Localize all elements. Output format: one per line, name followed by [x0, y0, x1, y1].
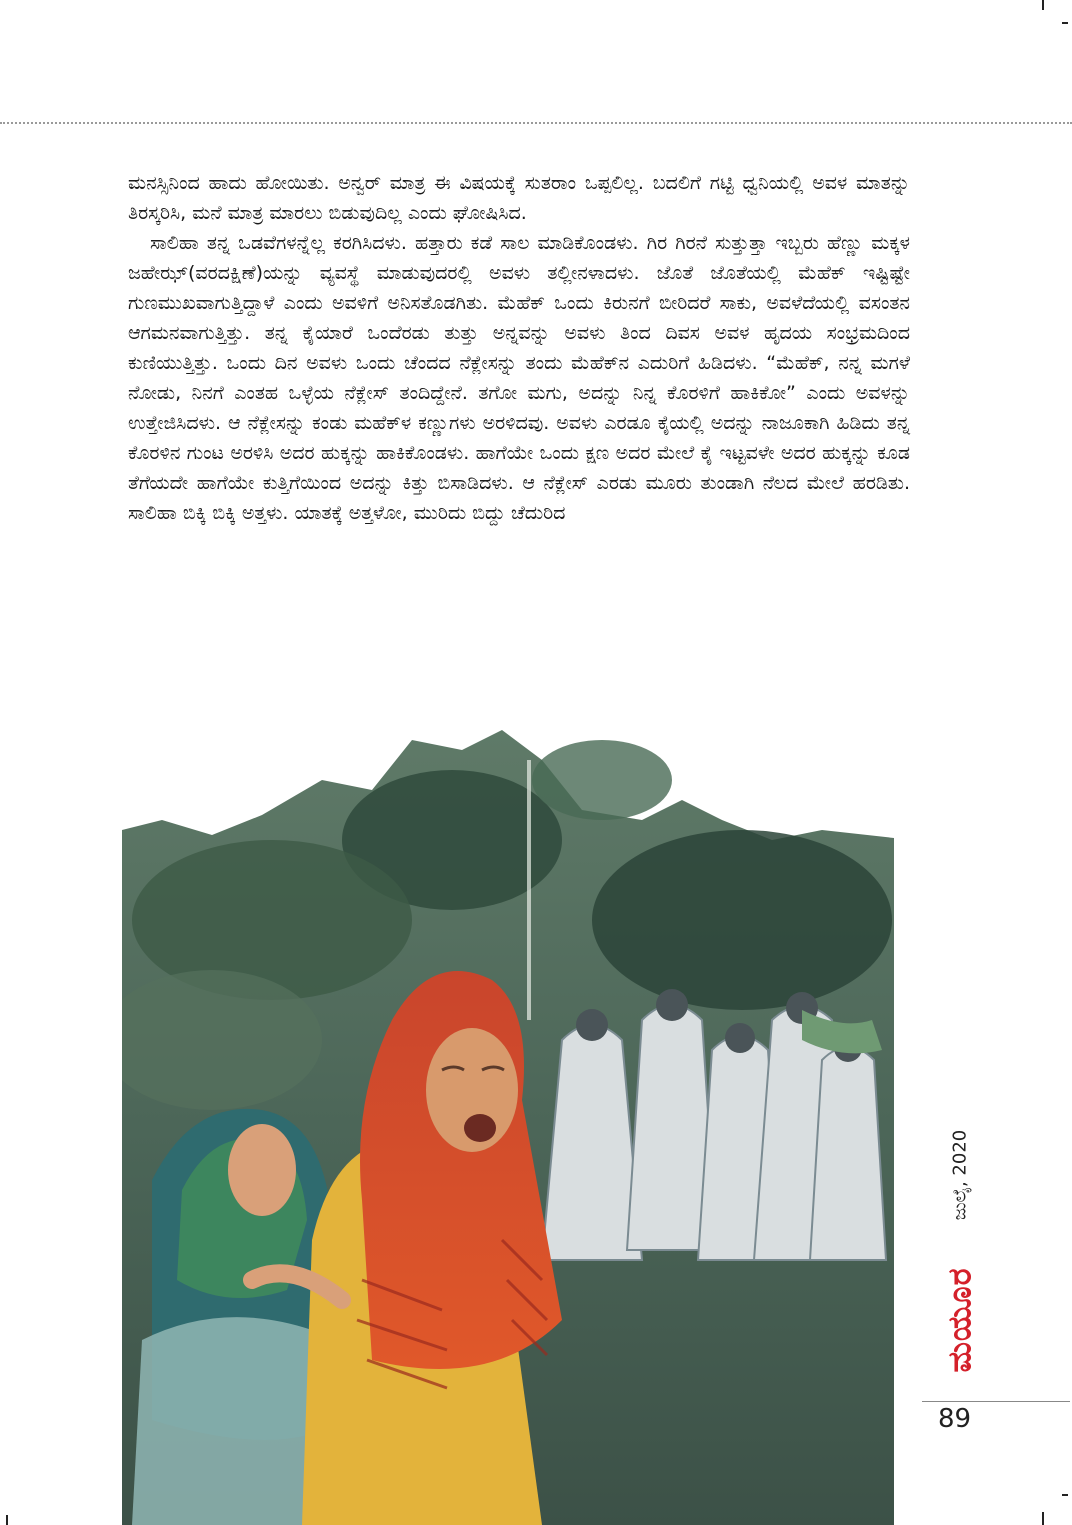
header-dotted-rule — [0, 122, 1072, 124]
folio-rule — [922, 1401, 1070, 1402]
magazine-logo: ಮಯೂರ — [940, 1267, 979, 1373]
issue-date: ಜುಲೈ, 2020 — [949, 1129, 971, 1221]
paragraph-2: ಸಾಲಿಹಾ ತನ್ನ ಒಡವೆಗಳನ್ನೆಲ್ಲ ಕರಗಿಸಿದಳು. ಹತ್ತಾರು ಕಡೆ ಸಾಲ ಮಾಡಿಕೊಂಡಳು. ಗಿರ ಗಿರನೆ ಸುತ್ತುತ್ತಾ ಇಬ್ಬರು ಹೆಣ್ಣು ಮಕ್ಕಳ ಜಹೇಝ್(ವರದಕ್ಷಿಣೆ)ಯನ್ನು ವ್ಯವಸ್ಥೆ ಮಾಡುವುದರಲ್ಲಿ ಅವಳು ತಲ್ಲೀನಳಾದಳು. ಜೊತೆ ಜೊತೆಯಲ್ಲಿ ಮೆಹೆಕ್ ಇಷ್ಟಿಷ್ಟೇ ಗುಣಮುಖವಾಗುತ್ತಿದ್ದಾಳೆ ಎಂದು ಅವಳಿಗೆ ಅನಿಸತೊಡಗಿತು. ಮೆಹೆಕ್ ಒಂದು ಕಿರುನಗೆ ಬೀರಿದರೆ ಸಾಕು, ಅವಳೆದೆಯಲ್ಲಿ ವಸಂತನ ಆಗಮನವಾಗುತ್ತಿತ್ತು. ತನ್ನ ಕೈಯಾರೆ ಒಂದೆರಡು ತುತ್ತು ಅನ್ನವನ್ನು ಅವಳು ತಿಂದ ದಿವಸ ಅವಳ ಹೃದಯ ಸಂಭ್ರಮದಿಂದ ಕುಣಿಯುತ್ತಿತ್ತು. ಒಂದು ದಿನ ಅವಳು ಒಂದು ಚೆಂದದ ನೆಕ್ಲೇಸನ್ನು ತಂದು ಮೆಹೆಕ್‌ನ ಎದುರಿಗೆ ಹಿಡಿದಳು. “ಮೆಹೆಕ್, ನನ್ನ ಮಗಳೆ ನೋಡು, ನಿನಗೆ ಎಂತಹ ಒಳ್ಳೆಯ ನೆಕ್ಲೇಸ್ ತಂದಿದ್ದೇನೆ. ತಗೋ ಮಗು, ಅದನ್ನು ನಿನ್ನ ಕೊರಳಿಗೆ ಹಾಕಿಕೋ” ಎಂದು ಅವಳನ್ನು ಉತ್ತೇಜಿಸಿದಳು. ಆ ನೆಕ್ಲೇಸನ್ನು ಕಂಡು ಮಹೆಕ್‌ಳ ಕಣ್ಣುಗಳು ಅರಳಿದವು. ಅವಳು ಎರಡೂ ಕೈಯಲ್ಲಿ ಅದನ್ನು ನಾಜೂಕಾಗಿ ಹಿಡಿದು ತನ್ನ ಕೊರಳಿನ ಗುಂಟ ಅರಳಿಸಿ ಅದರ ಹುಕ್ಕನ್ನು ಹಾಕಿಕೊಂಡಳು. ಹಾಗೆಯೇ ಒಂದು ಕ್ಷಣ ಅದರ ಮೇಲೆ ಕೈ ಇಟ್ಟವಳೇ ಅದರ ಹುಕ್ಕನ್ನು ಕೂಡ ತೆಗೆಯದೇ ಹಾಗೆಯೇ ಕುತ್ತಿಗೆಯಿಂದ ಅದನ್ನು ಕಿತ್ತು ಬಿಸಾಡಿದಳು. ಆ ನೆಕ್ಲೇಸ್ ಎರಡು ಮೂರು ತುಂಡಾಗಿ ನೆಲದ ಮೇಲೆ ಹರಡಿತು. ಸಾಲಿಹಾ ಬಿಕ್ಕಿ ಬಿಕ್ಕಿ ಅತ್ತಳು. ಯಾತಕ್ಕೆ ಅತ್ತಳೋ, ಮುರಿದು ಬಿದ್ದು ಚೆದುರಿದ — [128, 232, 910, 524]
page-number: 89 — [938, 1404, 972, 1434]
crop-mark-bottom-right-tick — [1062, 1494, 1068, 1496]
crop-mark-bottom-right — [1042, 1512, 1044, 1525]
article-body — [128, 168, 910, 528]
paragraph-1: ಮನಸ್ಸಿನಿಂದ ಹಾದು ಹೋಯಿತು. ಅನ್ವರ್ ಮಾತ್ರ ಈ ವಿಷಯಕ್ಕೆ ಸುತರಾಂ ಒಪ್ಪಲಿಲ್ಲ. ಬದಲಿಗೆ ಗಟ್ಟಿ ಧ್ವನಿಯಲ್ಲಿ ಅವಳ ಮಾತನ್ನು ತಿರಸ್ಕರಿಸಿ, ಮನೆ ಮಾತ್ರ ಮಾರಲು ಬಿಡುವುದಿಲ್ಲ ಎಂದು ಘೋಷಿಸಿದ. — [128, 172, 910, 224]
crop-mark-top-right — [1042, 0, 1044, 10]
story-illustration — [122, 720, 894, 1525]
crop-mark-top-right-tick — [1062, 22, 1068, 24]
crop-mark-bottom-left — [6, 1515, 8, 1525]
